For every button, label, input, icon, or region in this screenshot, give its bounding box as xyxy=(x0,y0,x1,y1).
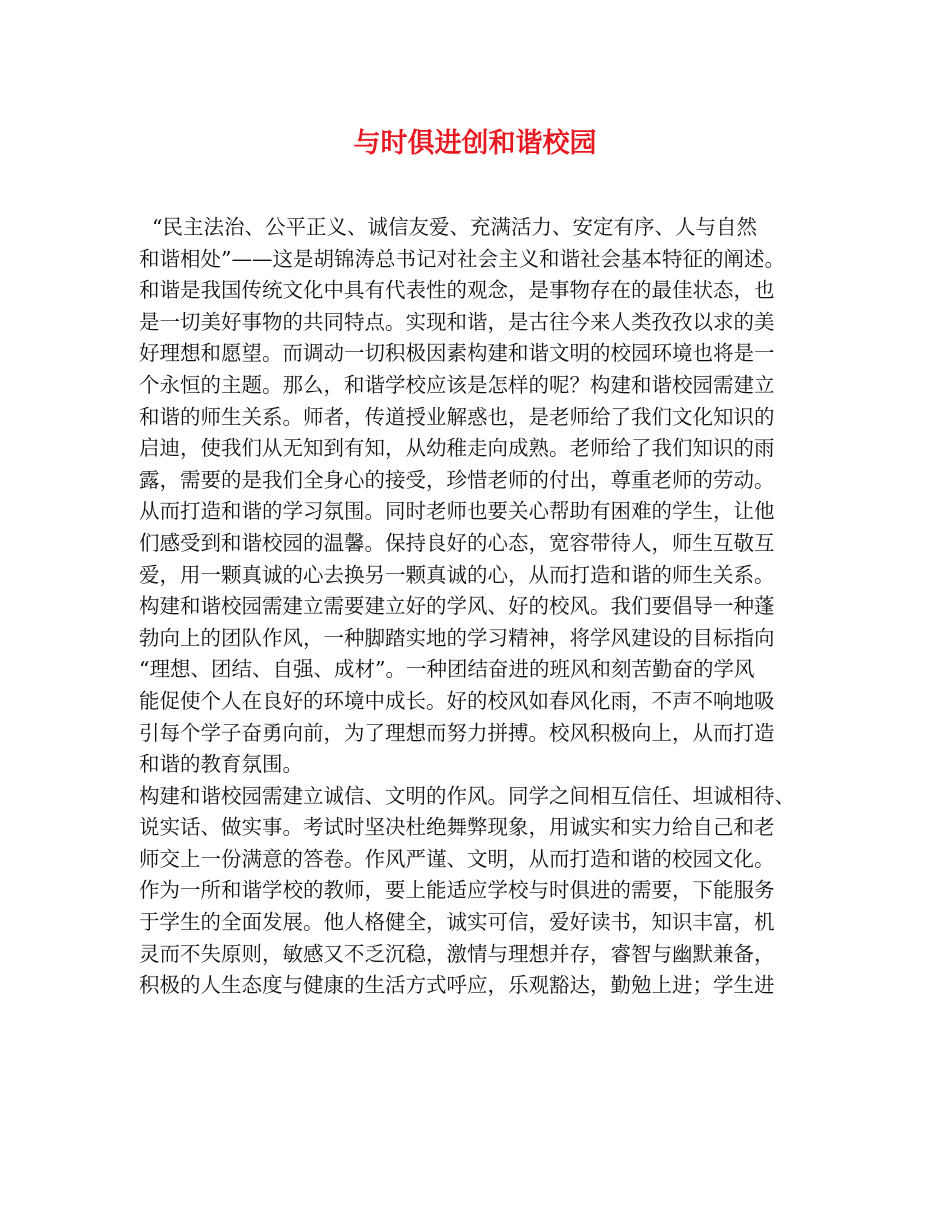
text-line: 引每个学子奋勇向前，为了理想而努力拼搏。校风积极向上，从而打造 xyxy=(139,720,775,745)
text-line: “民主法治、公平正义、诚信友爱、充满活力、安定有序、人与自然 xyxy=(139,215,758,239)
text-line: 构建和谐校园需建立诚信、文明的作风。同学之间相互信任、坦诚相待、 xyxy=(139,783,795,808)
text-line: 爱，用一颗真诚的心去换另一颗真诚的心，从而打造和谐的师生关系。 xyxy=(139,562,775,587)
text-line: 是一切美好事物的共同特点。实现和谐，是古往今来人类孜孜以求的美 xyxy=(139,309,775,334)
text-line: “理想、团结、自强、成材”。一种团结奋进的班风和刻苦勤奋的学风 xyxy=(139,657,755,682)
text-line: 作为一所和谐学校的教师，要上能适应学校与时俱进的需要，下能服务 xyxy=(139,878,775,903)
text-line: 从而打造和谐的学习氛围。同时老师也要关心帮助有困难的学生，让他 xyxy=(139,499,775,524)
text-line: 们感受到和谐校园的温馨。保持良好的心态，宽容带待人，师生互敬互 xyxy=(139,530,775,555)
document-title: 与时俱进创和谐校园 xyxy=(353,128,597,159)
text-line: 说实话、做实事。考试时坚决杜绝舞弊现象，用诚实和实力给自己和老 xyxy=(139,815,775,840)
text-line: 和谐是我国传统文化中具有代表性的观念，是事物存在的最佳状态，也 xyxy=(139,278,775,303)
text-line: 于学生的全面发展。他人格健全，诚实可信，爱好读书，知识丰富，机 xyxy=(139,910,775,935)
text-line: 和谐的师生关系。师者，传道授业解惑也，是老师给了我们文化知识的 xyxy=(139,404,775,429)
document-body xyxy=(139,212,829,1002)
text-line: 和谐的教育氛围。 xyxy=(139,752,303,777)
text-line: 能促使个人在良好的环境中成长。好的校风如春风化雨，不声不响地吸 xyxy=(139,688,775,713)
text-line: 和谐相处”——这是胡锦涛总书记对社会主义和谐社会基本特征的阐述。 xyxy=(139,246,785,271)
text-line: 灵而不失原则，敏感又不乏沉稳，激情与理想并存，睿智与幽默兼备， xyxy=(139,941,775,966)
text-line: 积极的人生态度与健康的生活方式呼应，乐观豁达，勤勉上进；学生进 xyxy=(139,973,775,998)
text-line: 勃向上的团队作风，一种脚踏实地的学习精神，将学风建设的目标指向 xyxy=(139,625,775,650)
text-line: 露，需要的是我们全身心的接受，珍惜老师的付出，尊重老师的劳动。 xyxy=(139,467,775,492)
text-line: 启迪，使我们从无知到有知，从幼稚走向成熟。老师给了我们知识的雨 xyxy=(139,436,775,461)
text-line: 个永恒的主题。那么，和谐学校应该是怎样的呢？构建和谐校园需建立 xyxy=(139,372,775,397)
text-line: 构建和谐校园需建立需要建立好的学风、好的校风。我们要倡导一种蓬 xyxy=(139,594,775,619)
text-line: 好理想和愿望。而调动一切积极因素构建和谐文明的校园环境也将是一 xyxy=(139,341,775,366)
text-line: 师交上一份满意的答卷。作风严谨、文明，从而打造和谐的校园文化。 xyxy=(139,846,775,871)
